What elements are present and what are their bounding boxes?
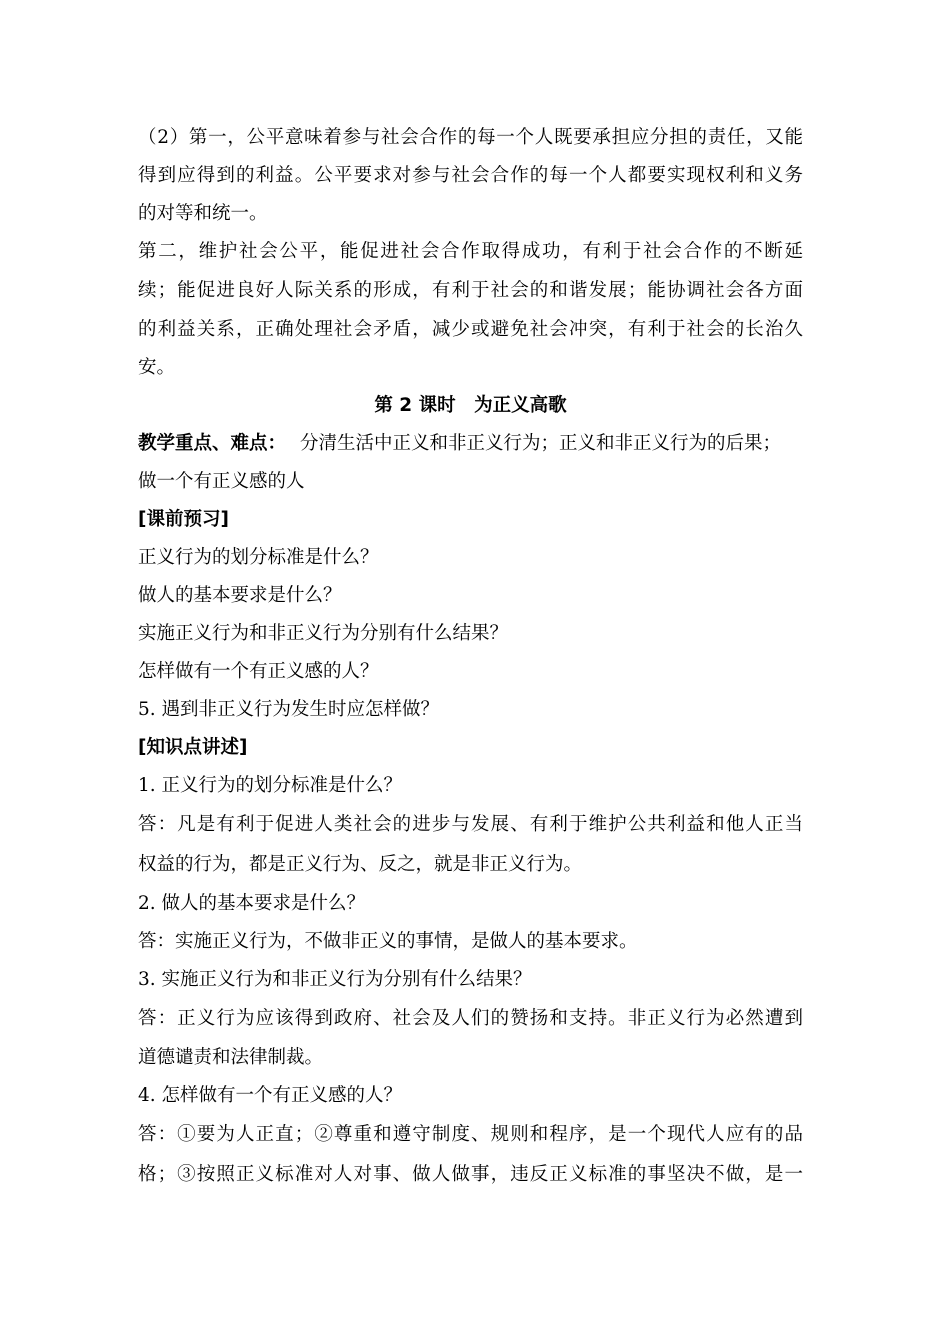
document-body bbox=[138, 119, 803, 1195]
paragraph-social-fairness-line-3: 的利益关系，正确处理社会矛盾，减少或避免社会冲突，有利于社会的长治久 bbox=[138, 319, 803, 340]
preview-item: 怎样做有一个有正义感的人？ bbox=[138, 661, 379, 682]
answer-3-line-1: 答：正义行为应该得到政府、社会及人们的赞扬和支持。非正义行为必然遭到 bbox=[138, 1008, 803, 1029]
preview-item: 正义行为的划分标准是什么？ bbox=[138, 547, 379, 568]
paragraph-social-fairness-line-1: 第二，维护社会公平，能促进社会合作取得成功，有利于社会合作的不断延 bbox=[138, 241, 803, 262]
preview-heading: [课前预习] bbox=[138, 509, 229, 530]
teaching-focus-label: 教学重点、难点： bbox=[138, 433, 287, 454]
answer-1-line-2: 权益的行为，都是正义行为、反之，就是非正义行为。 bbox=[138, 854, 583, 875]
paragraph-fairness-line-2: 得到应得到的利益。公平要求对参与社会合作的每一个人都要实现权利和义务 bbox=[138, 165, 803, 186]
teaching-focus-line-1 bbox=[138, 425, 803, 463]
paragraph-fairness-line-1: （2）第一，公平意味着参与社会合作的每一个人既要承担应分担的责任，又能 bbox=[138, 127, 803, 148]
question-2: 2. 做人的基本要求是什么？ bbox=[138, 893, 366, 914]
preview-item: 5. 遇到非正义行为发生时应怎样做？ bbox=[138, 699, 440, 720]
answer-3-line-2: 道德谴责和法律制裁。 bbox=[138, 1047, 324, 1068]
paragraph-social-fairness-line-4: 安。 bbox=[138, 357, 176, 378]
paragraph-fairness-line-3: 的对等和统一。 bbox=[138, 203, 268, 224]
answer-4-line-2: 格；③按照正义标准对人对事、做人做事，违反正义标准的事坚决不做，是一 bbox=[138, 1164, 803, 1185]
paragraph-social-fairness-line-2: 续；能促进良好人际关系的形成，有利于社会的和谐发展；能协调社会各方面 bbox=[138, 280, 803, 301]
question-4: 4. 怎样做有一个有正义感的人？ bbox=[138, 1085, 403, 1106]
teaching-focus-line-2: 做一个有正义感的人 bbox=[138, 471, 305, 492]
preview-item: 实施正义行为和非正义行为分别有什么结果？ bbox=[138, 623, 509, 644]
answer-2: 答：实施正义行为，不做非正义的事情，是做人的基本要求。 bbox=[138, 931, 638, 952]
answer-4-line-1: 答：①要为人正直；②尊重和遵守制度、规则和程序，是一个现代人应有的品 bbox=[138, 1124, 803, 1145]
preview-item: 做人的基本要求是什么？ bbox=[138, 585, 342, 606]
question-3: 3. 实施正义行为和非正义行为分别有什么结果？ bbox=[138, 969, 532, 990]
lesson-title: 第 2 课时 为正义高歌 bbox=[374, 395, 567, 416]
question-1: 1. 正义行为的划分标准是什么？ bbox=[138, 775, 403, 796]
teaching-focus-text: 分清生活中正义和非正义行为；正义和非正义行为的后果； bbox=[300, 433, 782, 454]
knowledge-heading: [知识点讲述] bbox=[138, 737, 248, 758]
answer-1-line-1: 答：凡是有利于促进人类社会的进步与发展、有利于维护公共利益和他人正当 bbox=[138, 814, 803, 835]
